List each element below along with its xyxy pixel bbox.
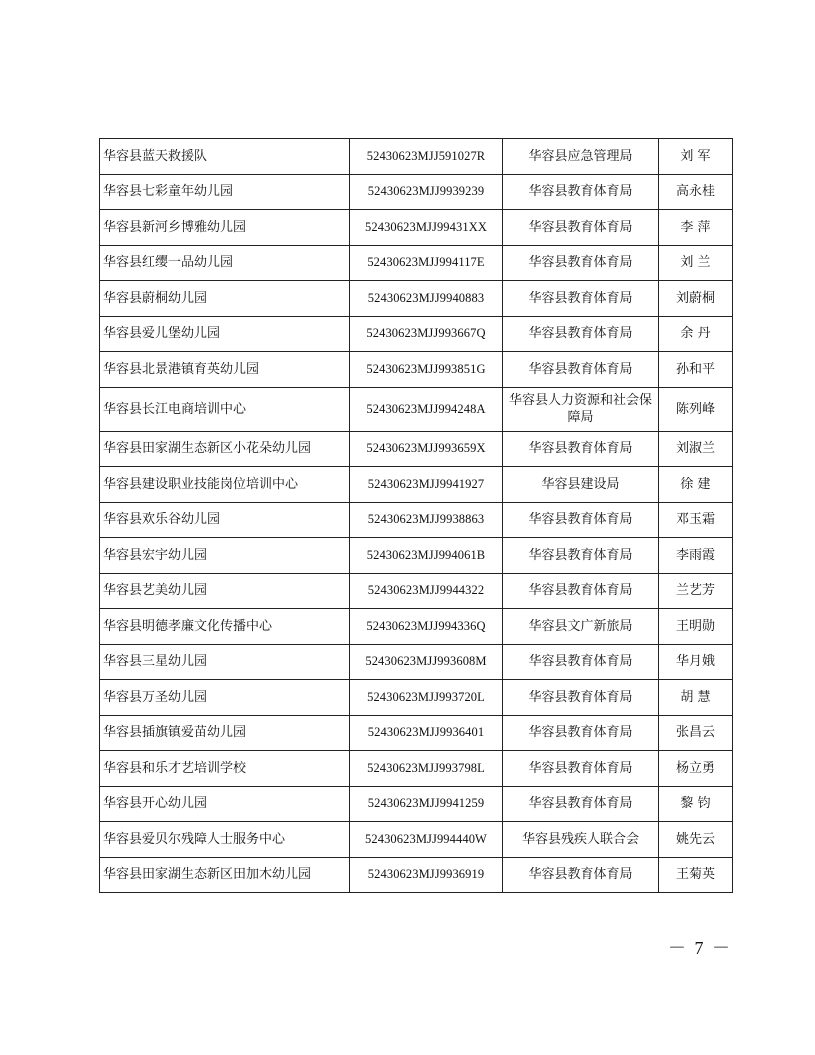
table-row bbox=[100, 467, 733, 503]
legal-representative-cell: 陈列峰 bbox=[659, 387, 733, 431]
legal-representative-cell: 刘蔚桐 bbox=[659, 281, 733, 317]
credit-code-cell: 52430623MJJ993798L bbox=[350, 751, 503, 787]
legal-representative-cell: 刘淑兰 bbox=[659, 431, 733, 467]
organization-name-cell: 华容县三星幼儿园 bbox=[100, 644, 350, 680]
supervising-department-cell: 华容县教育体育局 bbox=[503, 644, 659, 680]
credit-code-cell: 52430623MJJ993659X bbox=[350, 431, 503, 467]
supervising-department-cell: 华容县教育体育局 bbox=[503, 316, 659, 352]
legal-representative-cell: 刘 军 bbox=[659, 139, 733, 175]
table-row bbox=[100, 316, 733, 352]
supervising-department-cell: 华容县应急管理局 bbox=[503, 139, 659, 175]
table-row bbox=[100, 174, 733, 210]
credit-code-cell: 52430623MJJ9939239 bbox=[350, 174, 503, 210]
legal-representative-cell: 杨立勇 bbox=[659, 751, 733, 787]
table-row bbox=[100, 210, 733, 246]
supervising-department-cell: 华容县教育体育局 bbox=[503, 431, 659, 467]
organization-name-cell: 华容县爱贝尔残障人士服务中心 bbox=[100, 822, 350, 858]
table-row bbox=[100, 502, 733, 538]
supervising-department-cell: 华容县教育体育局 bbox=[503, 245, 659, 281]
organization-name-cell: 华容县爱儿堡幼儿园 bbox=[100, 316, 350, 352]
legal-representative-cell: 高永桂 bbox=[659, 174, 733, 210]
legal-representative-cell: 王菊英 bbox=[659, 857, 733, 893]
organization-name-cell: 华容县蓝天救援队 bbox=[100, 139, 350, 175]
legal-representative-cell: 李 萍 bbox=[659, 210, 733, 246]
supervising-department-cell: 华容县教育体育局 bbox=[503, 786, 659, 822]
organization-name-cell: 华容县蔚桐幼儿园 bbox=[100, 281, 350, 317]
legal-representative-cell: 兰艺芳 bbox=[659, 573, 733, 609]
legal-representative-cell: 王明勋 bbox=[659, 609, 733, 645]
credit-code-cell: 52430623MJJ994336Q bbox=[350, 609, 503, 645]
table-row bbox=[100, 139, 733, 175]
table-row bbox=[100, 786, 733, 822]
credit-code-cell: 52430623MJJ9941259 bbox=[350, 786, 503, 822]
supervising-department-cell: 华容县教育体育局 bbox=[503, 751, 659, 787]
supervising-department-cell: 华容县残疾人联合会 bbox=[503, 822, 659, 858]
legal-representative-cell: 华月娥 bbox=[659, 644, 733, 680]
credit-code-cell: 52430623MJJ9944322 bbox=[350, 573, 503, 609]
legal-representative-cell: 邓玉霜 bbox=[659, 502, 733, 538]
credit-code-cell: 52430623MJJ993608M bbox=[350, 644, 503, 680]
page-number: － 7 － bbox=[668, 938, 732, 958]
supervising-department-cell: 华容县教育体育局 bbox=[503, 210, 659, 246]
supervising-department-cell: 华容县教育体育局 bbox=[503, 857, 659, 893]
organization-name-cell: 华容县红缨一品幼儿园 bbox=[100, 245, 350, 281]
organization-name-cell: 华容县建设职业技能岗位培训中心 bbox=[100, 467, 350, 503]
organization-name-cell: 华容县开心幼儿园 bbox=[100, 786, 350, 822]
supervising-department-cell: 华容县教育体育局 bbox=[503, 281, 659, 317]
credit-code-cell: 52430623MJJ994117E bbox=[350, 245, 503, 281]
organization-name-cell: 华容县田家湖生态新区小花朵幼儿园 bbox=[100, 431, 350, 467]
registry-table-body bbox=[100, 139, 733, 893]
credit-code-cell: 52430623MJJ9940883 bbox=[350, 281, 503, 317]
legal-representative-cell: 孙和平 bbox=[659, 352, 733, 388]
organization-name-cell: 华容县宏宇幼儿园 bbox=[100, 538, 350, 574]
organization-name-cell: 华容县新河乡博雅幼儿园 bbox=[100, 210, 350, 246]
organization-name-cell: 华容县七彩童年幼儿园 bbox=[100, 174, 350, 210]
table-row bbox=[100, 387, 733, 431]
supervising-department-cell: 华容县建设局 bbox=[503, 467, 659, 503]
legal-representative-cell: 刘 兰 bbox=[659, 245, 733, 281]
organization-name-cell: 华容县和乐才艺培训学校 bbox=[100, 751, 350, 787]
organization-name-cell: 华容县万圣幼儿园 bbox=[100, 680, 350, 716]
credit-code-cell: 52430623MJJ994061B bbox=[350, 538, 503, 574]
credit-code-cell: 52430623MJJ9936919 bbox=[350, 857, 503, 893]
organization-registry-table bbox=[99, 138, 733, 893]
organization-name-cell: 华容县田家湖生态新区田加木幼儿园 bbox=[100, 857, 350, 893]
credit-code-cell: 52430623MJJ994440W bbox=[350, 822, 503, 858]
supervising-department-cell: 华容县教育体育局 bbox=[503, 174, 659, 210]
table-row bbox=[100, 431, 733, 467]
credit-code-cell: 52430623MJJ993851G bbox=[350, 352, 503, 388]
supervising-department-cell: 华容县教育体育局 bbox=[503, 573, 659, 609]
supervising-department-cell: 华容县教育体育局 bbox=[503, 680, 659, 716]
organization-name-cell: 华容县长江电商培训中心 bbox=[100, 387, 350, 431]
legal-representative-cell: 胡 慧 bbox=[659, 680, 733, 716]
table-row bbox=[100, 538, 733, 574]
supervising-department-cell: 华容县文广新旅局 bbox=[503, 609, 659, 645]
organization-name-cell: 华容县欢乐谷幼儿园 bbox=[100, 502, 350, 538]
credit-code-cell: 52430623MJJ591027R bbox=[350, 139, 503, 175]
organization-name-cell: 华容县北景港镇育英幼儿园 bbox=[100, 352, 350, 388]
credit-code-cell: 52430623MJJ99431XX bbox=[350, 210, 503, 246]
legal-representative-cell: 徐 建 bbox=[659, 467, 733, 503]
table-row bbox=[100, 281, 733, 317]
table-row bbox=[100, 352, 733, 388]
credit-code-cell: 52430623MJJ993667Q bbox=[350, 316, 503, 352]
table-row bbox=[100, 822, 733, 858]
legal-representative-cell: 姚先云 bbox=[659, 822, 733, 858]
supervising-department-cell: 华容县教育体育局 bbox=[503, 715, 659, 751]
supervising-department-cell: 华容县教育体育局 bbox=[503, 352, 659, 388]
table-row bbox=[100, 857, 733, 893]
table-row bbox=[100, 644, 733, 680]
legal-representative-cell: 余 丹 bbox=[659, 316, 733, 352]
table-row bbox=[100, 680, 733, 716]
legal-representative-cell: 黎 钧 bbox=[659, 786, 733, 822]
organization-name-cell: 华容县艺美幼儿园 bbox=[100, 573, 350, 609]
legal-representative-cell: 张昌云 bbox=[659, 715, 733, 751]
credit-code-cell: 52430623MJJ9941927 bbox=[350, 467, 503, 503]
credit-code-cell: 52430623MJJ994248A bbox=[350, 387, 503, 431]
legal-representative-cell: 李雨霞 bbox=[659, 538, 733, 574]
supervising-department-cell: 华容县教育体育局 bbox=[503, 538, 659, 574]
credit-code-cell: 52430623MJJ993720L bbox=[350, 680, 503, 716]
supervising-department-cell: 华容县人力资源和社会保障局 bbox=[503, 387, 659, 431]
organization-name-cell: 华容县明德孝廉文化传播中心 bbox=[100, 609, 350, 645]
organization-name-cell: 华容县插旗镇爱苗幼儿园 bbox=[100, 715, 350, 751]
supervising-department-cell: 华容县教育体育局 bbox=[503, 502, 659, 538]
table-row bbox=[100, 715, 733, 751]
credit-code-cell: 52430623MJJ9938863 bbox=[350, 502, 503, 538]
table-row bbox=[100, 751, 733, 787]
table-row bbox=[100, 573, 733, 609]
table-row bbox=[100, 245, 733, 281]
table-row bbox=[100, 609, 733, 645]
credit-code-cell: 52430623MJJ9936401 bbox=[350, 715, 503, 751]
